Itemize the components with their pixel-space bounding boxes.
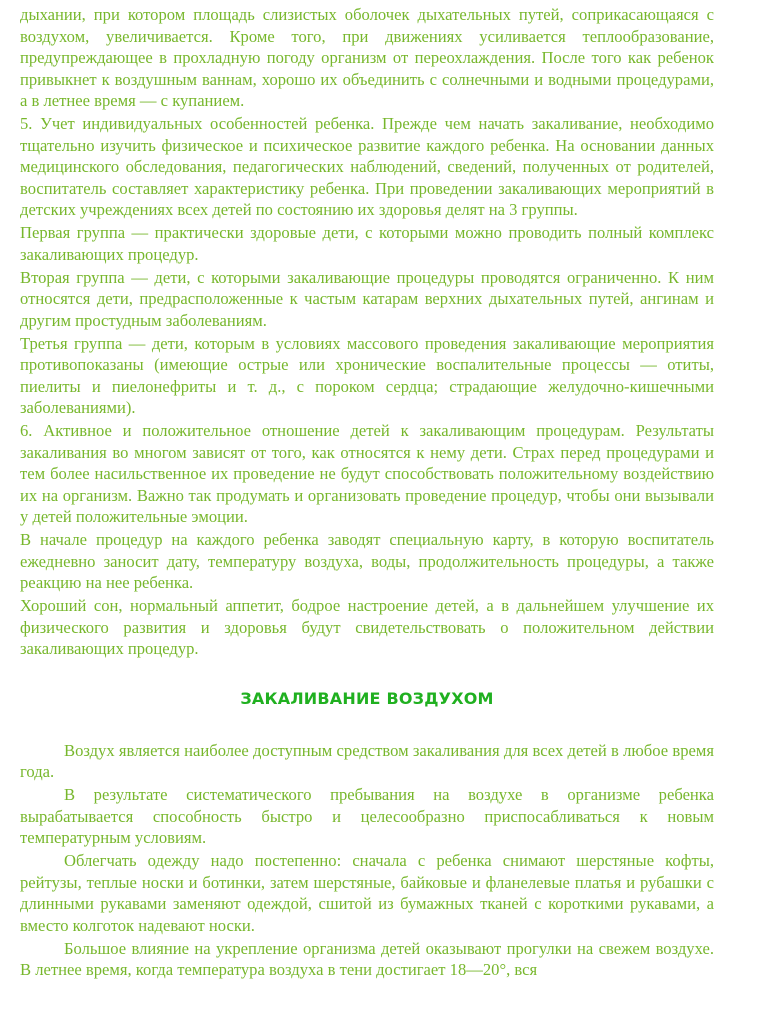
- paragraph-third-group: Третья группа — дети, которым в условиях массового проведения закаливающие мероприятия противопоказаны (имеющие острые или хронические воспалительные процессы — отиты, пиелиты и пиелонефриты и т. д., с пороком сердца; страдающие желудочно-кишечными заболеваниями).: [20, 333, 714, 417]
- paragraph-lighten-clothing: Облегчать одежду надо постепенно: сначала с ребенка снимают шерстяные кофты, рейтузы, теплые носки и ботинки, затем шерстяные, байковые и фланелевые платья и рубашки с длинными рукавами заменяют одеждой, сшитой из бумажных тканей с короткими рукавами, а вместо колготок надевают носки.: [20, 851, 714, 935]
- paragraph-positive-attitude: 6. Активное и положительное отношение детей к закаливающим процедурам. Результаты закаливания во многом зависят от того, как относятся к нему дети. Страх перед процедурами и тем более насильственное их проведение не будут способствовать положительному воздействию их на организм. Важно так продумать и организовать проведение процедур, чтобы они вызывали у детей положительные эмоции.: [20, 421, 714, 526]
- paragraph-individual-features: 5. Учет индивидуальных особенностей ребенка. Прежде чем начать закаливание, необходимо тщательно изучить физическое и психическое развитие каждого ребенка. На основании данных медицинского обследования, педагогических наблюдений, сведений, полученных от родителей, воспитатель составляет характеристику ребенка. При проведении закаливающих мероприятий в детских учреждениях всех детей по состоянию их здоровья делят на 3 группы.: [20, 114, 714, 219]
- paragraph-breathing-continuation: дыхании, при котором площадь слизистых оболочек дыхательных путей, соприкасающаяся с воздухом, увеличивается. Кроме того, при движениях усиливается теплообразование, предупреждающее в прохладную погоду организм от переохлаждения. После того как ребенок привыкнет к воздушным ваннам, хорошо их объединить с солнечными и водными процедурами, а в летнее время — с купанием.: [20, 5, 714, 110]
- paragraph-procedure-card: В начале процедур на каждого ребенка заводят специальную карту, в которую воспитатель ежедневно заносит дату, температуру воздуха, воды, продолжительность процедуры, а также реакцию на нее ребенка.: [20, 530, 714, 592]
- paragraph-systematic-stay: В результате систематического пребывания на воздухе в организме ребенка вырабатывается способность быстро и целесообразно приспосабливаться к новым температурным условиям.: [20, 785, 714, 847]
- paragraph-air-accessible: Воздух является наиболее доступным средством закаливания для всех детей в любое время года.: [20, 740, 714, 781]
- paragraph-second-group: Вторая группа — дети, с которыми закаливающие процедуры проводятся ограниченно. К ним относятся дети, предрасположенные к частым катарам верхних дыхательных путей, ангинам и другим простудным заболеваниям.: [20, 267, 714, 330]
- paragraph-good-sleep: Хороший сон, нормальный аппетит, бодрое настроение детей, а в дальнейшем улучшение их физического развития и здоровья будут свидетельствовать о положительном действии закаливающих процедур.: [20, 596, 714, 658]
- section-heading: ЗАКАЛИВАНИЕ ВОЗДУХОМ: [240, 688, 494, 708]
- paragraph-walks-fresh-air: Большое влияние на укрепление организма детей оказывают прогулки на свежем воздухе. В летнее время, когда температура воздуха в тени достигает 18—20°, вся: [20, 938, 714, 979]
- paragraph-first-group: Первая группа — практически здоровые дети, с которыми можно проводить полный комплекс закаливающих процедур.: [20, 223, 714, 264]
- document-page: [20, 4, 714, 982]
